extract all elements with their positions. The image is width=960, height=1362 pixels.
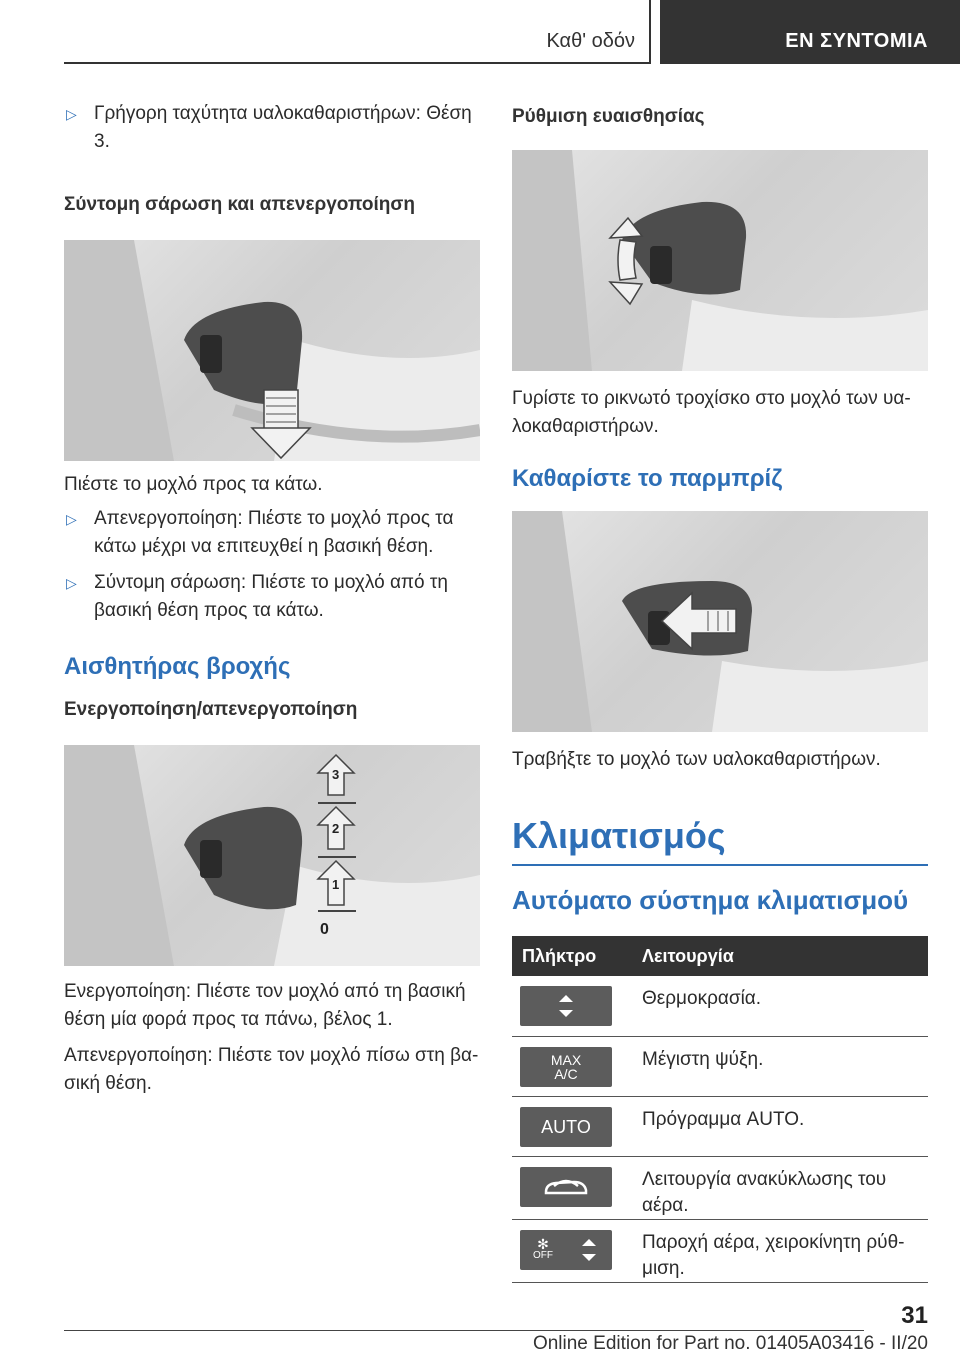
- figure-pull-lever: [512, 511, 928, 732]
- table-row: [512, 1036, 928, 1096]
- section-clean-windshield: Καθαρίστε το παρμπρίζ: [512, 465, 783, 492]
- text-sensitivity: Γυρίστε το ρικνωτό τροχίσκο στο μοχλό των υαλοκαθαριστήρων.: [512, 388, 911, 437]
- triangle-bullet-icon: ▷: [66, 106, 77, 122]
- function-text: Παροχή αέρα, χειροκίνητη ρύθμιση.: [632, 1219, 928, 1282]
- header-tab-section-label: ΕΝ ΣΥΝΤΟΜΙΑ: [785, 30, 928, 52]
- figure-label-1: 1: [332, 877, 340, 892]
- climate-keys-table: [512, 936, 928, 1283]
- recirculation-car-icon: [520, 1167, 612, 1207]
- bullet-deactivate: [64, 505, 480, 561]
- bullet-text: Απενεργοποίηση: Πιέστε το μοχλό προς τα κάτω μέχρι να επιτευχθεί η βασική θέση.: [94, 508, 454, 557]
- bullet-flick: [64, 569, 480, 625]
- chapter-divider: [512, 864, 928, 866]
- temperature-arrows-icon: [520, 986, 612, 1026]
- auto-icon: [520, 1107, 612, 1147]
- table-header-key: Πλήκτρο: [512, 936, 632, 976]
- table-row: [512, 1219, 928, 1282]
- figure-label-0: 0: [320, 921, 329, 938]
- chapter-climate: Κλιματισμός: [512, 815, 726, 856]
- function-text: Μέγιστη ψύξη.: [632, 1036, 928, 1096]
- text-rain-on: Ενεργοποίηση: Πιέστε τον μοχλό από τη βασική θέση μία φορά προς τα πάνω, βέλος 1.: [64, 981, 466, 1030]
- key-text: OFF: [533, 1249, 553, 1261]
- bullet-fast-speed: [64, 100, 480, 156]
- text-press-down: Πιέστε το μοχλό προς τα κάτω.: [64, 474, 323, 495]
- triangle-bullet-icon: ▷: [66, 575, 77, 591]
- table-header-row: [512, 936, 928, 976]
- subhead-flick-wipe: Σύντομη σάρωση και απενεργοποίηση: [64, 194, 415, 215]
- figure-wiper-lever-down: [64, 240, 480, 461]
- subhead-sensitivity: Ρύθμιση ευαισθησίας: [512, 106, 705, 127]
- max-ac-icon: [520, 1047, 612, 1087]
- text-rain-off: Απενεργοποίηση: Πιέστε τον μοχλό πίσω στη βασική θέση.: [64, 1045, 479, 1094]
- page-number: 31: [901, 1302, 928, 1329]
- header-tab-chapter-label: Καθ' οδόν: [546, 30, 635, 52]
- function-text: Πρόγραμμα AUTO.: [632, 1096, 928, 1156]
- section-rain-sensor: Αισθητήρας βροχής: [64, 653, 291, 680]
- function-text: Λειτουργία ανακύκλωσης του αέρα.: [632, 1156, 928, 1219]
- key-text: MAX A/C: [550, 1051, 582, 1082]
- figure-label-2: 2: [332, 821, 340, 836]
- figure-label-3: 3: [332, 767, 340, 782]
- section-auto-climate: Αυτόματο σύστημα κλιματισμού: [512, 885, 909, 915]
- right-column: [512, 100, 928, 1283]
- header-tab-chapter[interactable]: [64, 0, 651, 64]
- figure-rain-sensor-positions: [64, 745, 480, 966]
- function-text: Θερμοκρασία.: [632, 976, 928, 1036]
- triangle-bullet-icon: ▷: [66, 511, 77, 527]
- footer-edition: Online Edition for Part no. 01405A03416 - II/20: [532, 1333, 928, 1354]
- key-text: AUTO: [541, 1116, 591, 1137]
- text-pull-lever: Τραβήξτε το μοχλό των υαλοκαθαριστήρων.: [512, 749, 881, 770]
- subhead-on-off: Ενεργοποίηση/απενεργοποίηση: [64, 699, 358, 720]
- bullet-text: Γρήγορη ταχύτητα υαλοκαθαριστήρων: Θέση 3.: [94, 103, 472, 152]
- footer-divider: [64, 1330, 864, 1331]
- table-header-function: Λειτουργία: [632, 936, 928, 976]
- table-row: [512, 1156, 928, 1219]
- table-row: [512, 976, 928, 1036]
- fan-off-icon: ✻ OFF: [520, 1230, 612, 1270]
- table-row: [512, 1096, 928, 1156]
- header-tab-section[interactable]: [660, 0, 960, 64]
- figure-sensitivity-wheel: [512, 150, 928, 371]
- bullet-text: Σύντομη σάρωση: Πιέστε το μοχλό από τη βασική θέση προς τα κάτω.: [94, 572, 448, 621]
- left-column: [64, 100, 480, 1098]
